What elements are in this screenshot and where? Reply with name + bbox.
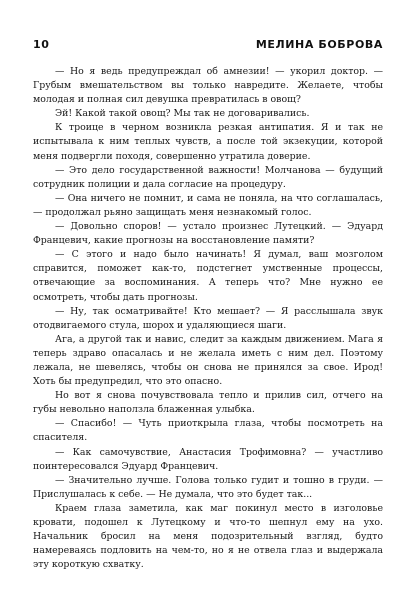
- paragraph: — Но я ведь предупреждал об амнезии! — укорил доктор. — Грубым вмешательством вы только навредите. Желаете, чтобы молодая и полная сил девушка превратилась в овощ?: [33, 66, 383, 106]
- paragraph: Но вот я снова почувствовала тепло и прилив сил, отчего на губы невольно наползла блаженная улыбка.: [33, 390, 383, 416]
- running-title: МЕЛИНА БОБРОВА: [255, 38, 383, 51]
- paragraph: — Довольно споров! — устало произнес Лутецкий. — Эдуард Францевич, какие прогнозы на восстановление памяти?: [33, 221, 383, 247]
- paragraph: Ага, а другой так и навис, следит за каждым движением. Мага я теперь здраво опасалась и не желала иметь с ним дел. Поэтому лежала, не шевелясь, чтобы он снова не принялся за свое. Ирод! Хоть бы предупредил, что это опасно.: [33, 333, 383, 388]
- paragraph: — Это дело государственной важности! Молчанова — будущий сотрудник полиции и дала согласие на процедуру.: [33, 164, 383, 190]
- page-header: [33, 38, 383, 54]
- paragraph: — Значительно лучше. Голова только гудит и тошно в груди. — Прислушалась к себе. — Не думала, что это будет так...: [33, 474, 383, 500]
- paragraph: К троице в черном возникла резкая антипатия. Я и так не испытывала к ним теплых чувств, а после той экзекуции, которой меня подвергли походя, совершенно утратила доверие.: [33, 122, 383, 162]
- paragraph: — Как самочувствие, Анастасия Трофимовна? — участливо поинтересовался Эдуард Францевич.: [33, 446, 383, 472]
- paragraph: Эй! Какой такой овощ? Мы так не договаривались.: [55, 108, 310, 120]
- page-number: 10: [33, 38, 50, 51]
- paragraph: — Она ничего не помнит, и сама не поняла, на что соглашалась, — продолжал рьяно защищать меня незнакомый голос.: [33, 192, 383, 218]
- paragraph: — Спасибо! — Чуть приоткрыла глаза, чтобы посмотреть на спасителя.: [33, 418, 383, 444]
- paragraph: — Ну, так осматривайте! Кто мешает? — Я расслышала звук отодвигаемого стула, шорох и удаляющиеся шаги.: [33, 305, 383, 331]
- paragraph: Краем глаза заметила, как маг покинул место в изголовье кровати, подошел к Лутецкому и что-то шепнул ему на ухо. Начальник бросил на меня подозрительный взгляд, будто намереваясь подловить на чем-то, но я не отвела глаз и выдержала эту короткую схватку.: [33, 502, 383, 571]
- paragraph: — С этого и надо было начинать! Я думал, ваш мозголом справится, поможет как-то, подстегнет умственные процессы, отвечающие за воспоминания. А теперь что? Мне нужно ее осмотреть, чтобы дать прогнозы.: [33, 249, 383, 303]
- text-body: [33, 65, 383, 572]
